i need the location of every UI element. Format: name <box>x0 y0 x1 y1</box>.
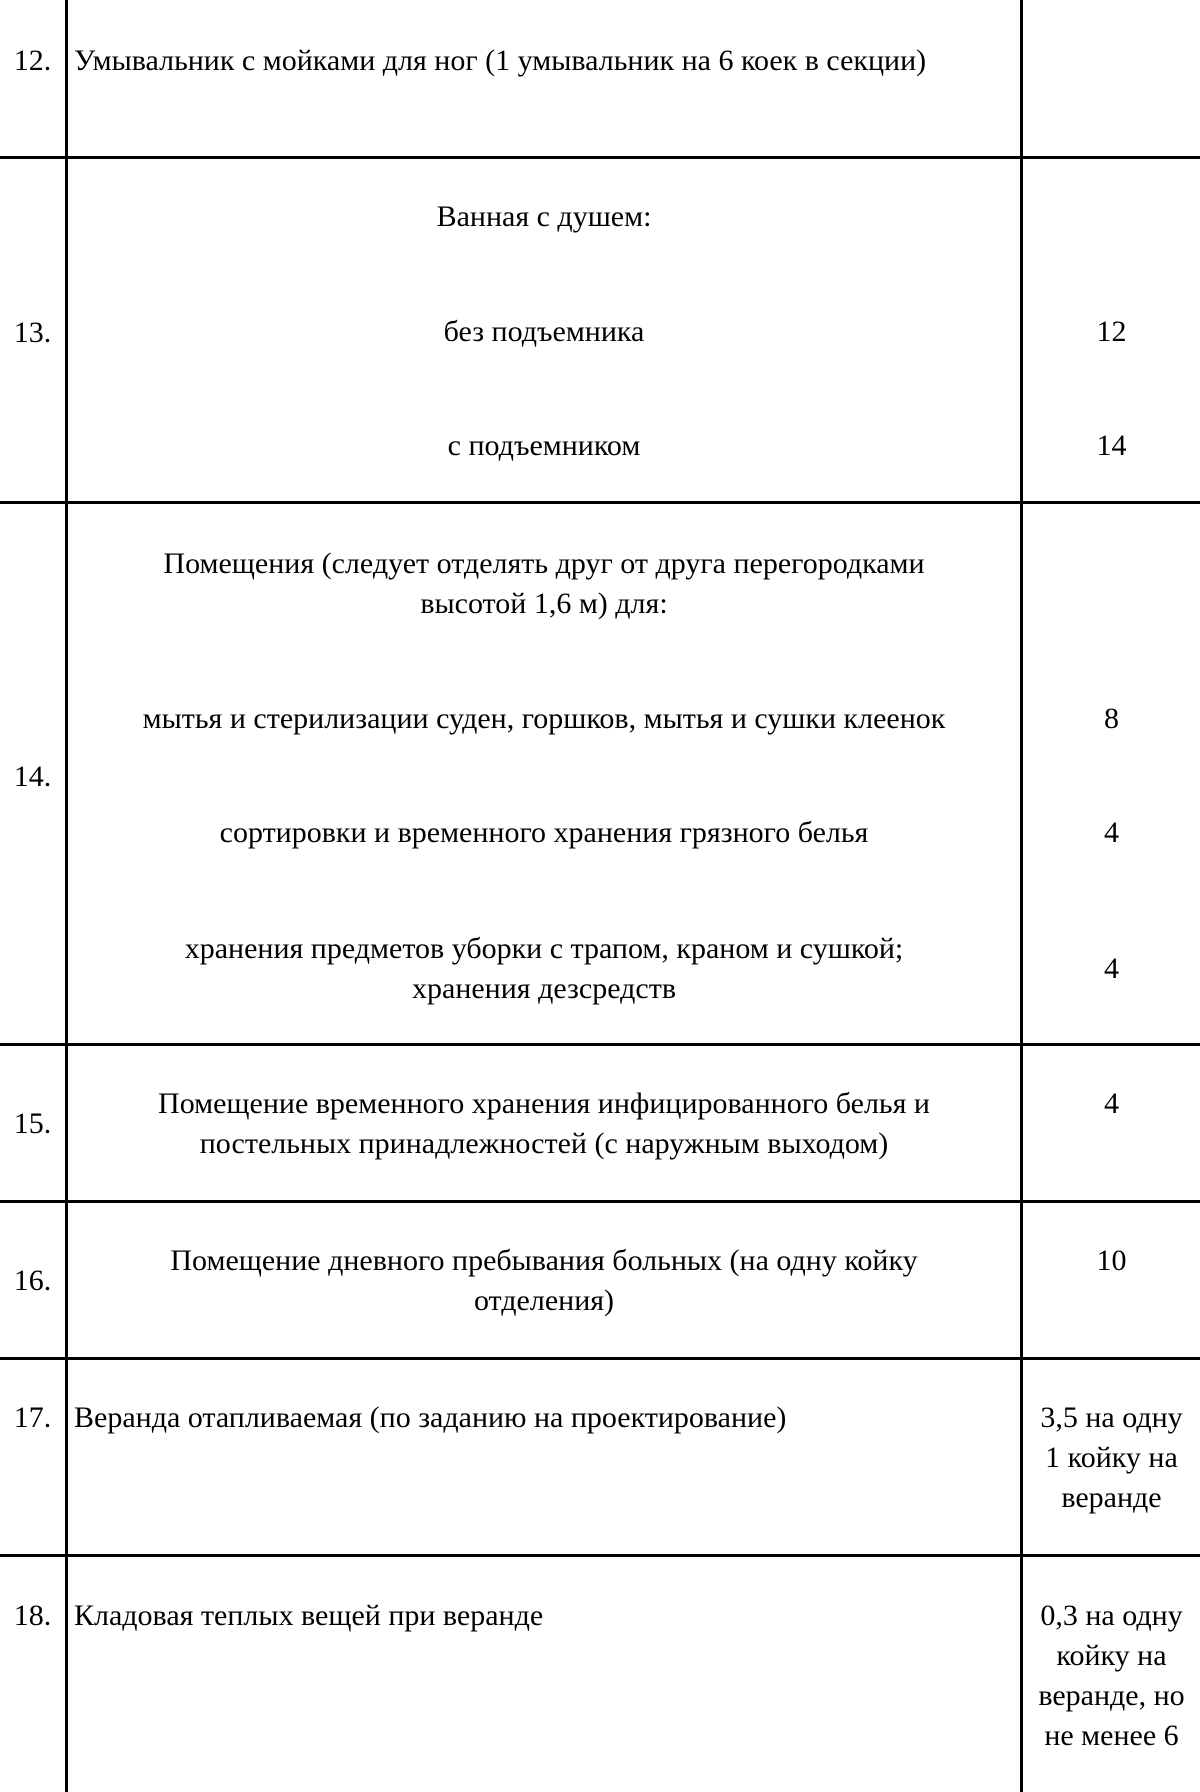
row-value-line: веранде, но <box>1038 1679 1185 1712</box>
row-value-line: веранде <box>1061 1481 1162 1514</box>
row-number: 17. <box>13 1401 52 1434</box>
row-item-value: 12 <box>1096 315 1127 348</box>
row-divider <box>0 501 1200 504</box>
row-description: Веранда отапливаемая (по заданию на проектирование) <box>74 1401 787 1434</box>
row-item-label: с подъемником <box>447 429 641 462</box>
row-description-line: Помещение временного хранения инфицированного белья и <box>158 1087 930 1120</box>
row-item-label: сортировки и временного хранения грязного белья <box>219 816 869 849</box>
row-number: 16. <box>13 1264 52 1297</box>
column-divider-2 <box>1020 0 1023 1792</box>
row-value-line: 3,5 на одну <box>1040 1401 1183 1434</box>
row-value: 4 <box>1104 1087 1119 1120</box>
row-divider <box>0 1554 1200 1557</box>
row-divider <box>0 1200 1200 1203</box>
row-item-value: 4 <box>1104 952 1119 985</box>
row-divider <box>0 156 1200 159</box>
row-number: 18. <box>13 1599 52 1632</box>
row-item-value: 8 <box>1104 702 1119 735</box>
row-value-line: 0,3 на одну <box>1040 1599 1183 1632</box>
row-divider <box>0 1043 1200 1046</box>
row-description <box>68 1084 1020 1164</box>
row-item-label <box>68 929 1020 1009</box>
row-value: 10 <box>1096 1244 1127 1277</box>
row-item-value: 4 <box>1104 816 1119 849</box>
row-divider <box>0 1357 1200 1360</box>
row-value-line: 1 койку на <box>1045 1441 1178 1474</box>
row-description: Кладовая теплых вещей при веранде <box>74 1599 544 1632</box>
row-value-line: койку на <box>1056 1639 1167 1672</box>
row-description-line: отделения) <box>473 1284 615 1317</box>
row-description: Умывальник с мойками для ног (1 умывальник на 6 коек в секции) <box>74 44 927 77</box>
row-title: Ванная с душем: <box>436 200 652 233</box>
row-number: 15. <box>13 1107 52 1140</box>
row-item-value: 14 <box>1096 429 1127 462</box>
row-title-line: высотой 1,6 м) для: <box>420 587 668 620</box>
row-item-label-line: хранения предметов уборки с трапом, краном и сушкой; <box>184 932 904 965</box>
row-number: 12. <box>13 44 52 77</box>
row-item-label: без подъемника <box>443 315 645 348</box>
row-description <box>68 1241 1020 1321</box>
row-number: 14. <box>13 760 52 793</box>
row-item-label-line: хранения дезсредств <box>412 972 676 1005</box>
row-value <box>1023 1596 1200 1756</box>
row-number: 13. <box>13 316 52 349</box>
column-divider-1 <box>65 0 68 1792</box>
row-description-line: Помещение дневного пребывания больных (на одну койку <box>170 1244 918 1277</box>
row-description-line: постельных принадлежностей (с наружным выходом) <box>199 1127 889 1160</box>
row-title-line: Помещения (следует отделять друг от друга перегородками <box>163 547 925 580</box>
row-value <box>1023 1398 1200 1518</box>
row-value-line: не менее 6 <box>1044 1719 1179 1752</box>
row-item-label: мытья и стерилизации суден, горшков, мытья и сушки клеенок <box>142 702 946 735</box>
row-title <box>68 544 1020 624</box>
